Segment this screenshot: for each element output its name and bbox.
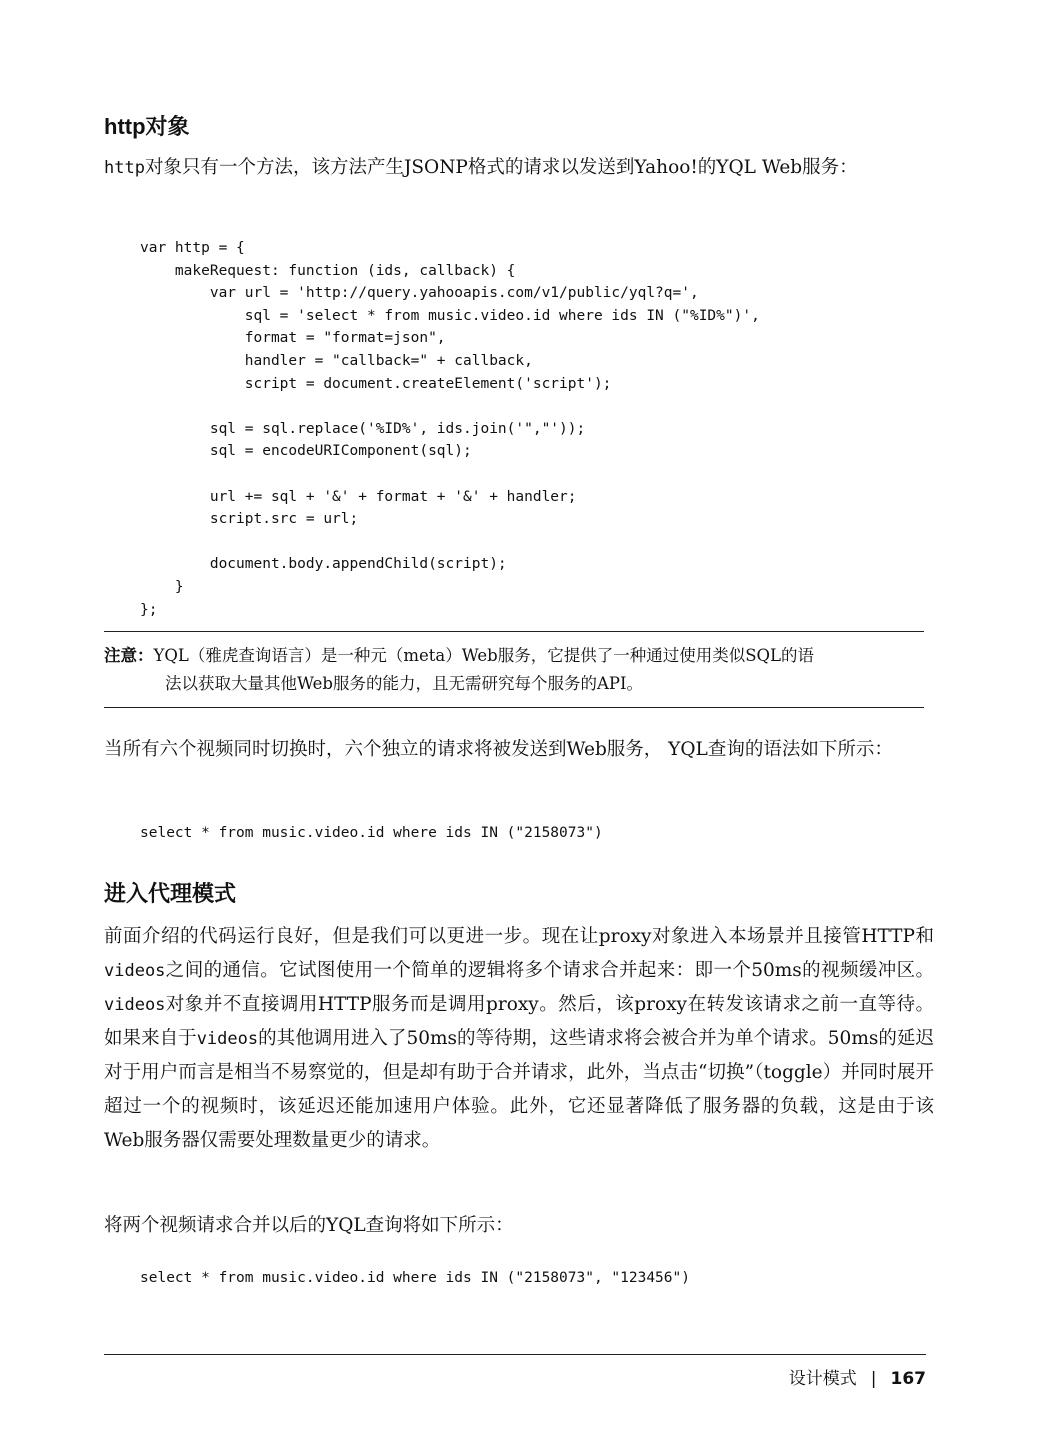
text-run: 前面介绍的代码运行良好，但是我们可以更进一步。现在让proxy对象进入本场景并且接管HTTP和 xyxy=(104,926,934,947)
section-heading-http: http对象 xyxy=(104,114,190,139)
code-query-single: select * from music.video.id where ids IN ("2158073") xyxy=(140,825,603,841)
code-line: var url = 'http://query.yahooapis.com/v1/public/yql?q=', xyxy=(140,285,699,302)
proxy-paragraph xyxy=(104,920,934,1158)
inline-code: http xyxy=(104,158,145,178)
intro-paragraph xyxy=(104,149,934,187)
inline-code: videos xyxy=(196,1029,259,1049)
code-query-merged: select * from music.video.id where ids IN ("2158073", "123456") xyxy=(140,1270,690,1286)
code-line: } xyxy=(140,578,184,595)
footer-rule xyxy=(104,1354,926,1355)
code-line: script.src = url; xyxy=(140,511,359,528)
footer-separator: | xyxy=(870,1369,877,1389)
code-line: handler = "callback=" + callback, xyxy=(140,352,533,369)
note-line-1: YQL（雅虎查询语言）是一种元（meta）Web服务，它提供了一种通过使用类似SQL的语 xyxy=(153,646,814,665)
text-run: 对象并不直接调用HTTP服务而是调用proxy。然后，该proxy在转发该请求之前一直等待。如果来自于 xyxy=(104,994,934,1049)
code-line: }; xyxy=(140,601,158,618)
page-footer xyxy=(789,1364,926,1389)
code-line xyxy=(140,395,760,418)
text-run: 之间的通信。它试图使用一个简单的逻辑将多个请求合并起来：即一个50ms的视频缓冲区。 xyxy=(165,960,934,981)
footer-chapter: 设计模式 xyxy=(788,1369,857,1389)
inline-code: videos xyxy=(104,961,166,981)
code-line: sql = 'select * from music.video.id where ids IN ("%ID%")', xyxy=(140,307,760,324)
code-block-http xyxy=(140,237,760,621)
note-top-rule xyxy=(104,631,924,632)
text-run: 将两个视频请求合并以后的YQL查询将如下所示： xyxy=(104,1215,514,1236)
code-line: document.body.appendChild(script); xyxy=(140,556,507,573)
text-run: 对象只有一个方法，该方法产生JSONP格式的请求以发送到Yahoo!的YQL Web服务： xyxy=(144,157,858,178)
code-line xyxy=(140,531,760,554)
page-number: 167 xyxy=(890,1369,926,1389)
paragraph-merged xyxy=(104,1210,934,1242)
code-line xyxy=(140,463,760,486)
note-line-2: 法以获取大量其他Web服务的能力，且无需研究每个服务的API。 xyxy=(165,674,643,693)
code-line: var http = { xyxy=(140,240,245,256)
paragraph-requests xyxy=(104,731,934,769)
code-line: sql = sql.replace('%ID%', ids.join('","')); xyxy=(140,420,586,437)
text-run: 当所有六个视频同时切换时，六个独立的请求将被发送到Web服务， YQL查询的语法如下所示： xyxy=(104,739,893,760)
inline-code: videos xyxy=(104,995,166,1015)
note-label: 注意： xyxy=(104,646,154,665)
code-line: url += sql + '&' + format + '&' + handler; xyxy=(140,488,577,505)
section-heading-proxy: 进入代理模式 xyxy=(104,881,237,906)
code-line: script = document.createElement('script'); xyxy=(140,375,612,392)
code-line: makeRequest: function (ids, callback) { xyxy=(140,262,516,279)
code-line: format = "format=json", xyxy=(140,330,446,347)
note-bottom-rule xyxy=(104,707,924,708)
note-box xyxy=(104,642,934,698)
code-line: sql = encodeURIComponent(sql); xyxy=(140,443,472,460)
text-run: 的其他调用进入了50ms的等待期，这些请求将会被合并为单个请求。50ms的延迟对于用户而言是相当不易察觉的，但是却有助于合并请求，此外，当点击“切换”（toggle）并同时展开超过一个的视频时，该延迟还能加速用户体验。此外，它还显著降低了服务器的负载，这是由于该Web服务器仅需要处理数量更少的请求。 xyxy=(104,1028,934,1151)
